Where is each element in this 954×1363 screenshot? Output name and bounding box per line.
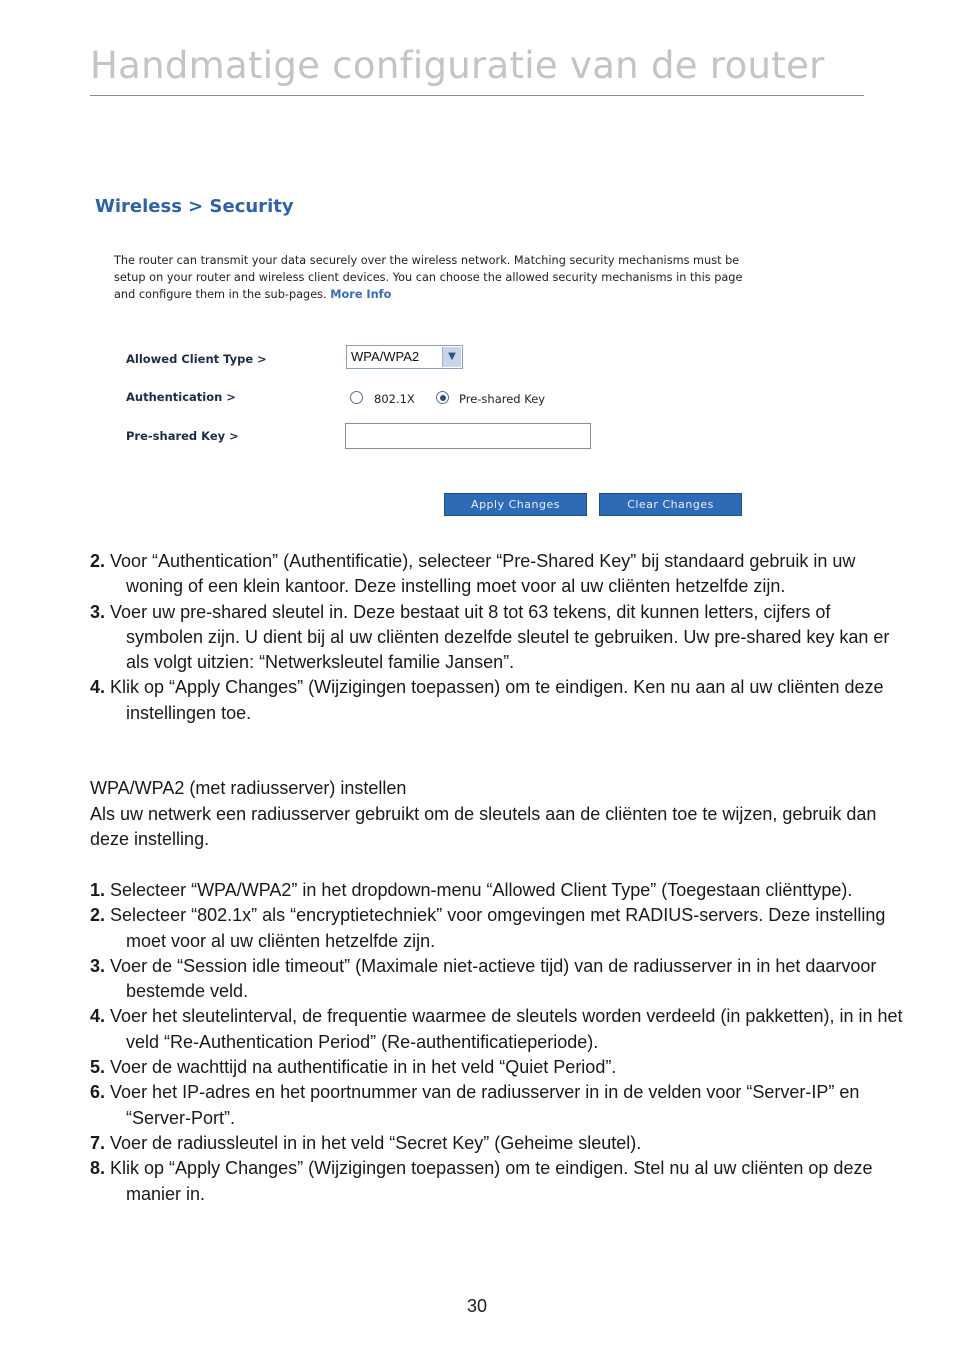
breadcrumb: Wireless > Security (95, 196, 294, 217)
section-intro: Als uw netwerk een radiusserver gebruikt om de sleutels aan de cliënten toe te wijzen, gebruik dan deze instelling. (90, 804, 877, 850)
list-item (90, 1156, 910, 1207)
radio-preshared-key[interactable] (436, 391, 449, 404)
step-number: 7. (90, 1132, 106, 1153)
step-number: 6. (90, 1082, 106, 1103)
section-heading: WPA/WPA2 (met radiusserver) instellen (90, 778, 407, 798)
step-text: Klik op “Apply Changes” (Wijzigingen toepassen) om te eindigen. Stel nu al uw cliënten op deze manier in. (110, 1158, 873, 1204)
steps-list-b (90, 878, 910, 1207)
steps-list-a (90, 549, 910, 726)
step-number: 5. (90, 1057, 106, 1078)
step-number: 4. (90, 677, 106, 698)
step-text: Voer het sleutelinterval, de frequentie waarmee de sleutels worden verdeeld (in pakketten), in in het veld “Re-Authentication Period” (Re-authentificatieperiode). (110, 1006, 903, 1052)
allowed-client-type-value: WPA/WPA2 (351, 349, 420, 364)
step-text: Voor “Authentication” (Authentificatie), selecteer “Pre-Shared Key” bij standaard gebruik in uw woning of een klein kantoor. Deze instelling moet voor al uw cliënten hetzelfde zijn. (110, 551, 856, 597)
list-item (90, 1055, 910, 1080)
preshared-key-input[interactable] (345, 423, 591, 449)
step-text: Voer het IP-adres en het poortnummer van de radiusserver in in de velden voor “Server-IP” en “Server-Port”. (110, 1082, 860, 1128)
list-item (90, 675, 910, 726)
list-item (90, 1080, 910, 1131)
chevron-down-icon[interactable]: ▼ (442, 347, 461, 367)
security-description (114, 252, 754, 303)
list-item (90, 1131, 910, 1156)
radio-preshared-key-label: Pre-shared Key (459, 392, 546, 406)
step-number: 2. (90, 905, 106, 926)
step-text: Selecteer “802.1x” als “encryptietechniek” voor omgevingen met RADIUS-servers. Deze instelling moet voor al uw cliënten hetzelfde zijn. (110, 905, 886, 951)
step-number: 4. (90, 1006, 106, 1027)
list-item (90, 1004, 910, 1055)
router-screenshot (90, 190, 770, 530)
step-number: 1. (90, 880, 106, 900)
step-text: Selecteer “WPA/WPA2” in het dropdown-menu “Allowed Client Type” (Toegestaan cliënttype). (110, 880, 853, 900)
authentication-label: Authentication > (126, 390, 236, 404)
preshared-key-label: Pre-shared Key > (126, 429, 239, 443)
header-rule (90, 95, 864, 96)
more-info-link[interactable]: More Info (330, 288, 392, 301)
apply-changes-button[interactable]: Apply Changes (444, 493, 587, 516)
list-item (90, 878, 910, 903)
clear-changes-button[interactable]: Clear Changes (599, 493, 742, 516)
description-text: The router can transmit your data securely over the wireless network. Matching security mechanisms must be setup on your router and wireless client devices. You can choose the allowed security mechanisms in this page and configure them in the sub-pages. (114, 254, 743, 301)
step-number: 3. (90, 601, 106, 622)
step-text: Voer de “Session idle timeout” (Maximale niet-actieve tijd) van de radiusserver in in het daarvoor bestemde veld. (110, 955, 877, 1002)
radio-8021x[interactable] (350, 391, 363, 404)
list-item (90, 903, 910, 954)
page-number: 30 (466, 1296, 488, 1316)
list-item (90, 600, 910, 676)
list-item (90, 549, 910, 600)
allowed-client-type-label: Allowed Client Type > (126, 352, 267, 366)
step-number: 3. (90, 955, 106, 976)
step-number: 8. (90, 1158, 106, 1179)
step-text: Voer de wachttijd na authentificatie in in het veld “Quiet Period”. (110, 1057, 617, 1078)
step-number: 2. (90, 551, 106, 571)
step-text: Voer de radiussleutel in in het veld “Secret Key” (Geheime sleutel). (110, 1132, 642, 1153)
radio-8021x-label: 802.1X (374, 392, 415, 406)
page-title: Handmatige configuratie van de router (90, 44, 825, 87)
step-text: Klik op “Apply Changes” (Wijzigingen toepassen) om te eindigen. Ken nu aan al uw cliënten deze instellingen toe. (110, 677, 884, 723)
list-item (90, 954, 910, 1005)
step-text: Voer uw pre-shared sleutel in. Deze bestaat uit 8 tot 63 tekens, dit kunnen letters, cijfers of symbolen zijn. U dient bij al uw cliënten dezelfde sleutel te gebruiken. Uw pre-shared key kan er als volgt uitzien: “Netwerksleutel familie Jansen”. (110, 601, 890, 673)
allowed-client-type-select[interactable] (346, 345, 463, 369)
